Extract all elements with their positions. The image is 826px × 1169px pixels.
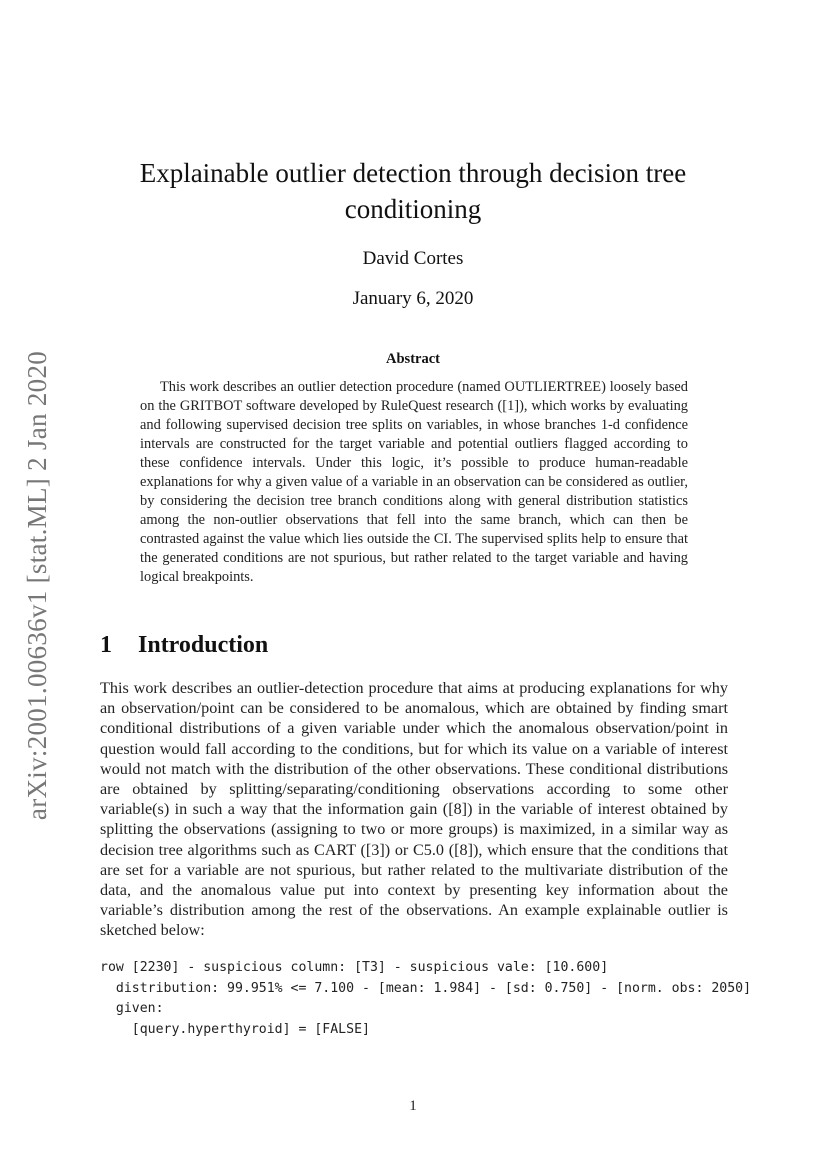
abstract-heading: Abstract	[386, 351, 440, 367]
section-heading	[100, 632, 268, 659]
author: David Cortes	[362, 248, 464, 269]
title-line-2: conditioning	[344, 194, 482, 224]
intro-paragraph: This work describes an outlier-detection procedure that aims at producing explanations for why an observation/point can be considered to be anomalous, which are obtained by finding smart conditional distributions of a given variable under which the anomalous observation/point in question would fall according to the conditions, but for which its value on a variable of interest would not match with the distribution of the other observations. These conditional distributions are obtained by splitting/separating/conditioning observations according to some other variable(s) in such a way that the information gain ([8]) in the variable of interest obtained by splitting the observations (assigning to two or more groups) is maximized, in a similar way as decision tree algorithms such as CART ([3]) or C5.0 ([8]), which ensure that the conditions that are set for a variable are not spurious, but rather related to the multivariate distribution of the data, and the anomalous value put into context by presenting key information about the variable’s distribution among the rest of the observations. An example explainable outlier is sketched below:	[100, 679, 728, 940]
code-line: [query.hyperthyroid] = [FALSE]	[100, 1021, 370, 1037]
arxiv-sidebar	[14, 340, 62, 830]
arxiv-identifier: arXiv:2001.00636v1 [stat.ML] 2 Jan 2020	[22, 350, 53, 820]
title-line-1: Explainable outlier detection through decision tree	[139, 158, 687, 188]
paper-title	[110, 155, 716, 227]
date: January 6, 2020	[352, 288, 474, 309]
code-block	[100, 958, 810, 1040]
code-line: given:	[100, 1001, 164, 1016]
section-title: Introduction	[138, 632, 269, 658]
code-line: distribution: 99.951% <= 7.100 - [mean: 1.984] - [sd: 0.750] - [norm. obs: 2050]	[100, 980, 752, 996]
section-number: 1	[100, 632, 112, 658]
abstract-text: This work describes an outlier detection procedure (named OUTLIERTREE) loosely based on the GRITBOT software developed by RuleQuest research ([1]), which works by evaluating and following supervised decision tree splits on variables, in whose branches 1-d confidence intervals are constructed for the target variable and potential outliers flagged according to these confidence intervals. Under this logic, it’s possible to produce human-readable explanations for why a given value of a variable in an observation can be considered as outlier, by considering the decision tree branch conditions along with general distribution statistics among the non-outlier observations that fell into the same branch, which can then be contrasted against the value which lies outside the CI. The supervised splits help to ensure that the generated conditions are not spurious, but rather related to the target variable and having logical breakpoints.	[140, 379, 688, 586]
page-number: 1	[409, 1098, 417, 1114]
code-line: row [2230] - suspicious column: [T3] - suspicious vale: [10.600]	[100, 960, 609, 975]
